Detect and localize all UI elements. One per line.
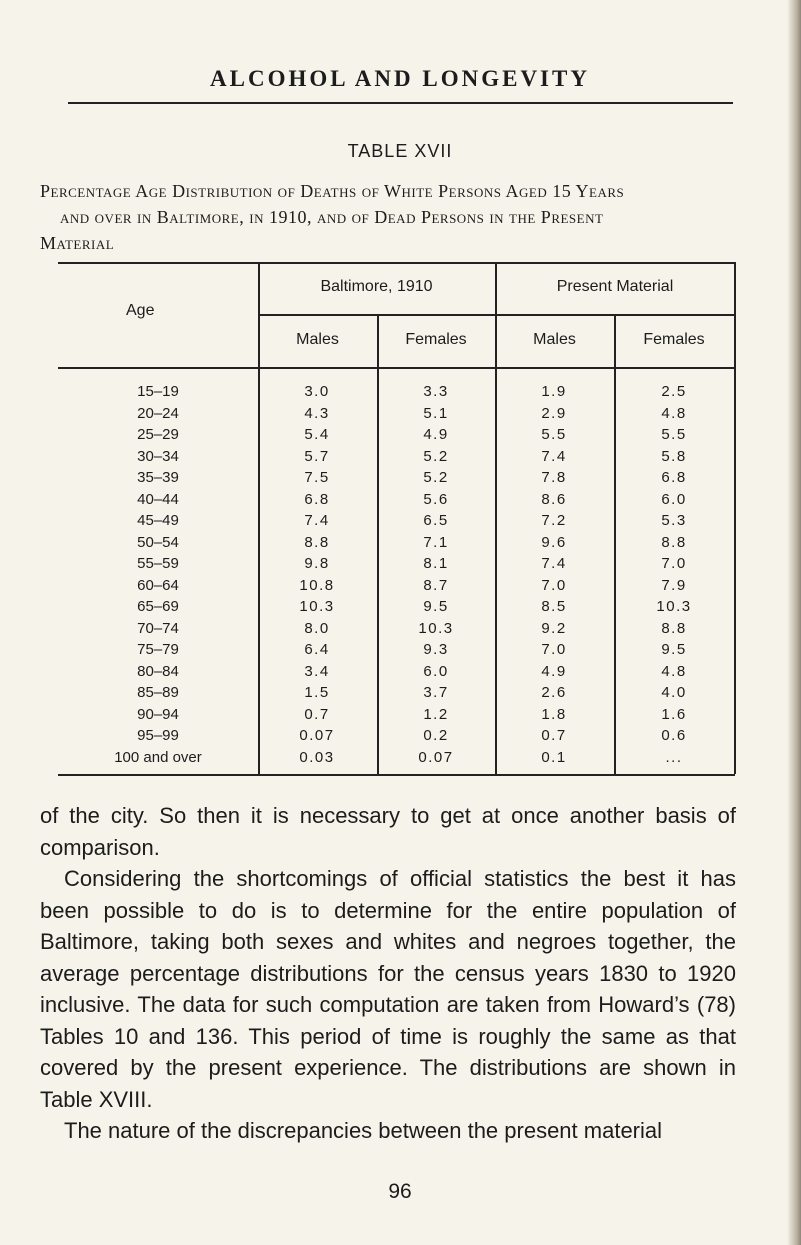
- table-cell: 4.9: [423, 426, 449, 443]
- row-age-label: 85–89: [137, 684, 179, 701]
- paragraph-2: Considering the shortcomings of official statistics the best it has been possible to do is to determine for the entire population of Baltimore, taking both sexes and whites and negroes together, the average percentage distributions for the census years 1830 to 1920 inclusive. The data for such computation are taken from Howard’s (78) Tables 10 and 136. This period of time is roughly the same as that covered by the present experience. The distributions are shown in Table XVIII.: [40, 866, 736, 1112]
- table-cell: 0.1: [541, 748, 567, 766]
- table-cell: 2.5: [661, 383, 687, 400]
- table-cell: 6.8: [304, 490, 330, 508]
- caption-line-3: Material: [40, 233, 115, 253]
- table-header-rule: [58, 367, 735, 369]
- table-cell: 7.0: [541, 576, 567, 594]
- table-cell: 10.3: [299, 598, 335, 615]
- paragraph-1: of the city. So then it is necessary to get at once another basis of comparison.: [40, 803, 736, 860]
- row-age-label: 90–94: [137, 705, 179, 723]
- caption-line-2: and over in Baltimore, in 1910, and of Dead Persons in the Present: [60, 207, 604, 227]
- table-cell: 1.6: [661, 705, 687, 723]
- header-baltimore: Baltimore, 1910: [320, 278, 433, 295]
- table-cell: 5.4: [304, 426, 330, 443]
- table-cell: 6.0: [661, 490, 687, 508]
- row-age-label: 20–24: [137, 404, 179, 422]
- table-cell: 5.5: [541, 426, 567, 443]
- table-cell: 7.0: [541, 641, 567, 658]
- row-age-label: 50–54: [137, 533, 179, 551]
- caption-line-1: Percentage Age Distribution of Deaths of White Persons Aged 15 Years: [40, 181, 625, 201]
- table-cell: 7.2: [541, 512, 567, 529]
- table-cell: 10.8: [299, 576, 335, 594]
- page-edge-shadow: [787, 0, 801, 1245]
- row-age-label: 70–74: [137, 619, 179, 637]
- row-age-label: 40–44: [137, 490, 179, 508]
- running-title: ALCOHOL AND LONGEVITY: [210, 66, 590, 91]
- header-present-females: Females: [643, 331, 705, 348]
- table-cell: 5.1: [423, 404, 449, 422]
- table-cell: 8.7: [423, 576, 449, 594]
- table-cell: 5.7: [304, 447, 330, 465]
- table-cell: 0.7: [304, 705, 330, 723]
- row-age-label: 100 and over: [114, 748, 202, 766]
- table-cell: 9.3: [423, 641, 449, 658]
- table-top-rule: [58, 262, 735, 264]
- table-cell: 1.2: [423, 705, 449, 723]
- table-cell: 4.9: [541, 662, 567, 680]
- paragraph-3: The nature of the discrepancies between the present material: [64, 1118, 663, 1143]
- row-age-label: 35–39: [137, 469, 179, 486]
- table-cell: 4.3: [304, 404, 330, 422]
- table-cell: 7.9: [661, 576, 687, 594]
- table-cell: 5.2: [423, 447, 449, 465]
- row-age-label: 80–84: [137, 662, 179, 680]
- table-cell: 6.0: [423, 662, 449, 680]
- table-cell: 3.4: [304, 662, 330, 680]
- table-cell: 7.8: [541, 469, 567, 486]
- table-cell: 3.3: [423, 383, 449, 400]
- table-cell: 9.2: [541, 619, 567, 637]
- header-present: Present Material: [556, 278, 674, 295]
- table-cell: 5.6: [423, 490, 449, 508]
- header-baltimore-males: Males: [296, 331, 339, 348]
- table-cell: 7.0: [661, 555, 687, 572]
- table-cell: 0.03: [299, 748, 335, 766]
- col-rule-4: [614, 314, 616, 774]
- table-cell: 7.4: [304, 512, 330, 529]
- table-cell: 8.6: [541, 490, 567, 508]
- table-cell: 3.7: [423, 684, 449, 701]
- row-age-label: 45–49: [137, 512, 179, 529]
- table-cell: 8.5: [541, 598, 567, 615]
- table-cell: 5.2: [423, 469, 449, 486]
- row-age-label: 60–64: [137, 576, 179, 594]
- col-rule-right: [734, 262, 736, 774]
- table-cell: 8.8: [661, 619, 687, 637]
- col-rule-2: [377, 314, 379, 774]
- row-age-label: 65–69: [137, 598, 179, 615]
- table-cell: ...: [665, 748, 683, 766]
- table-cell: 8.0: [304, 619, 330, 637]
- row-age-label: 95–99: [137, 727, 179, 744]
- table-bottom-rule: [58, 774, 735, 776]
- row-age-label: 25–29: [137, 426, 179, 443]
- header-baltimore-females: Females: [405, 331, 467, 348]
- table-cell: 4.8: [661, 662, 687, 680]
- table-cell: 5.3: [661, 512, 687, 529]
- table-cell: 6.4: [304, 641, 330, 658]
- table-cell: 2.6: [541, 684, 567, 701]
- row-age-label: 30–34: [137, 447, 179, 465]
- table-cell: 1.8: [541, 705, 567, 723]
- table-cell: 4.0: [661, 684, 687, 701]
- table-cell: 6.8: [661, 469, 687, 486]
- table-cell: 7.1: [423, 533, 449, 551]
- table-cell: 5.5: [661, 426, 687, 443]
- table-cell: 6.5: [423, 512, 449, 529]
- table-cell: 8.8: [304, 533, 330, 551]
- table-cell: 7.5: [304, 469, 330, 486]
- header-present-males: Males: [533, 331, 576, 348]
- table-cell: 9.8: [304, 555, 330, 572]
- table-cell: 9.5: [423, 598, 449, 615]
- row-age-label: 15–19: [137, 383, 179, 400]
- table-cell: 8.8: [661, 533, 687, 551]
- table-cell: 7.4: [541, 447, 567, 465]
- table-cell: 1.5: [304, 684, 330, 701]
- body-text: [40, 800, 736, 1147]
- table-cell: 4.8: [661, 404, 687, 422]
- table-number: TABLE XVII: [347, 141, 453, 161]
- page-number: 96: [388, 1180, 412, 1203]
- table-cell: 10.3: [418, 619, 454, 637]
- header-age: Age: [126, 302, 155, 319]
- table-cell: 3.0: [304, 383, 330, 400]
- table-cell: 0.6: [661, 727, 687, 744]
- table-cell: 0.2: [423, 727, 449, 744]
- table-cell: 0.07: [299, 727, 335, 744]
- table-cell: 10.3: [656, 598, 692, 615]
- table-cell: 2.9: [541, 404, 567, 422]
- row-age-label: 55–59: [137, 555, 179, 572]
- table-cell: 7.4: [541, 555, 567, 572]
- table-cell: 0.7: [541, 727, 567, 744]
- table-cell: 8.1: [423, 555, 449, 572]
- table-cell: 5.8: [661, 447, 687, 465]
- row-age-label: 75–79: [137, 641, 179, 658]
- table-cell: 1.9: [541, 383, 567, 400]
- table-cell: 9.5: [661, 641, 687, 658]
- table-cell: 0.07: [418, 748, 454, 766]
- table-cell: 9.6: [541, 533, 567, 551]
